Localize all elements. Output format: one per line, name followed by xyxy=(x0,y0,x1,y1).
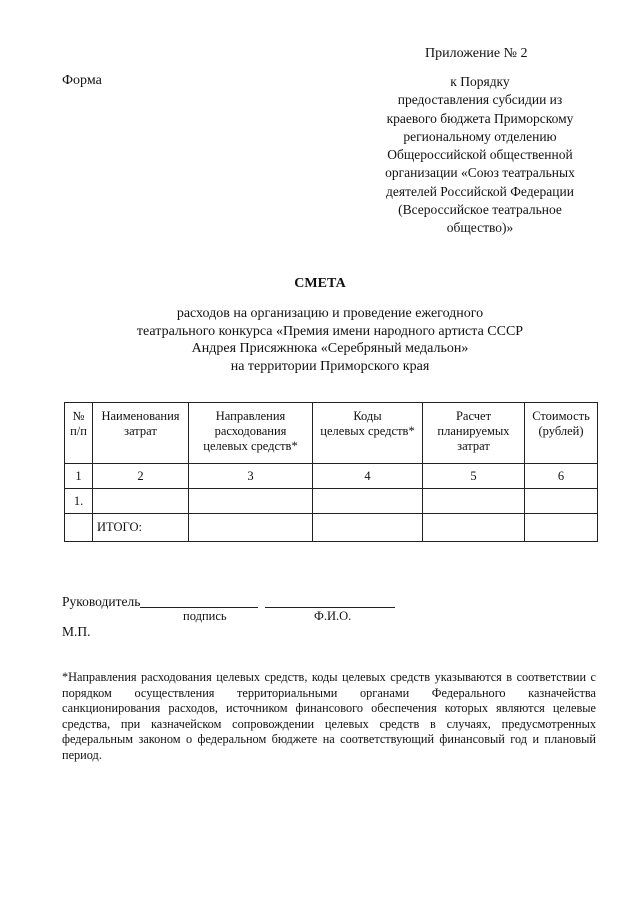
header-cell-fund-codes: Коды целевых средств* xyxy=(313,403,423,464)
fio-caption: Ф.И.О. xyxy=(314,609,352,623)
subtitle-line: на территории Приморского края xyxy=(230,358,430,374)
total-label: ИТОГО: xyxy=(93,514,189,542)
row-number: 1. xyxy=(65,489,93,514)
appendix-line: (Всероссийское театральное xyxy=(398,202,562,218)
table-cell xyxy=(423,489,525,514)
appendix-line: организации «Союз театральных xyxy=(385,165,575,181)
table-cell xyxy=(189,514,313,542)
header-cell-cost-name: Наименования затрат xyxy=(93,403,189,464)
appendix-line: краевого бюджета Приморскому xyxy=(386,110,574,126)
column-number: 4 xyxy=(313,464,423,489)
table-cell xyxy=(93,489,189,514)
header-cell-number: № п/п xyxy=(65,403,93,464)
table-cell xyxy=(423,514,525,542)
signature-line xyxy=(140,607,258,608)
table-cell xyxy=(313,514,423,542)
subtitle-line: расходов на организацию и проведение ежегодного xyxy=(176,306,484,321)
table-header-row xyxy=(65,403,598,464)
table-cell xyxy=(525,514,598,542)
appendix-line: предоставления субсидии из xyxy=(397,92,563,108)
appendix-reference xyxy=(330,73,630,238)
appendix-line: региональному отделению xyxy=(403,128,557,144)
appendix-line: деятелей Российской Федерации xyxy=(386,183,574,199)
table-row xyxy=(65,489,598,514)
appendix-line: Общероссийской общественной xyxy=(387,147,573,163)
subtitle-line: театрального конкурса «Премия имени народного артиста СССР xyxy=(136,323,524,339)
header-cell-cost-rubles: Стоимость (рублей) xyxy=(525,403,598,464)
header-cell-spending-direction: Направления расходования целевых средств* xyxy=(189,403,313,464)
manager-label: Руководитель xyxy=(62,594,141,609)
cost-estimate-table xyxy=(64,402,598,542)
column-number: 6 xyxy=(525,464,598,489)
column-number: 2 xyxy=(93,464,189,489)
header-cell-planned-cost-calc: Расчет планируемых затрат xyxy=(423,403,525,464)
signature-caption: подпись xyxy=(183,609,227,623)
column-number: 5 xyxy=(423,464,525,489)
column-number-row xyxy=(65,464,598,489)
fio-line xyxy=(265,607,395,608)
table-cell xyxy=(525,489,598,514)
subtitle-line: Андрея Присяжнюка «Серебряный медальон» xyxy=(191,341,469,356)
column-number: 1 xyxy=(65,464,93,489)
column-number: 3 xyxy=(189,464,313,489)
footnote: *Направления расходования целевых средств, коды целевых средств указываются в соответствии с порядком осуществления территориальными органами Федерального казначейства санкционирования расходов, источником финансового обеспечения которых являются целевые средства, при казначейском сопровождении целевых средств в случаях, предусмотренных федеральным законом о федеральном бюджете на соответствующий финансовый год и плановый период. xyxy=(62,670,596,762)
total-row xyxy=(65,514,598,542)
form-label: Форма xyxy=(62,73,102,88)
appendix-title: Приложение № 2 xyxy=(425,46,528,61)
stamp-label: М.П. xyxy=(62,624,91,639)
table-cell xyxy=(65,514,93,542)
estimate-title: СМЕТА xyxy=(294,276,346,291)
table-cell xyxy=(189,489,313,514)
appendix-line: общество)» xyxy=(446,220,514,236)
table-cell xyxy=(313,489,423,514)
appendix-line: к Порядку xyxy=(450,74,510,89)
estimate-subtitle xyxy=(80,305,580,375)
